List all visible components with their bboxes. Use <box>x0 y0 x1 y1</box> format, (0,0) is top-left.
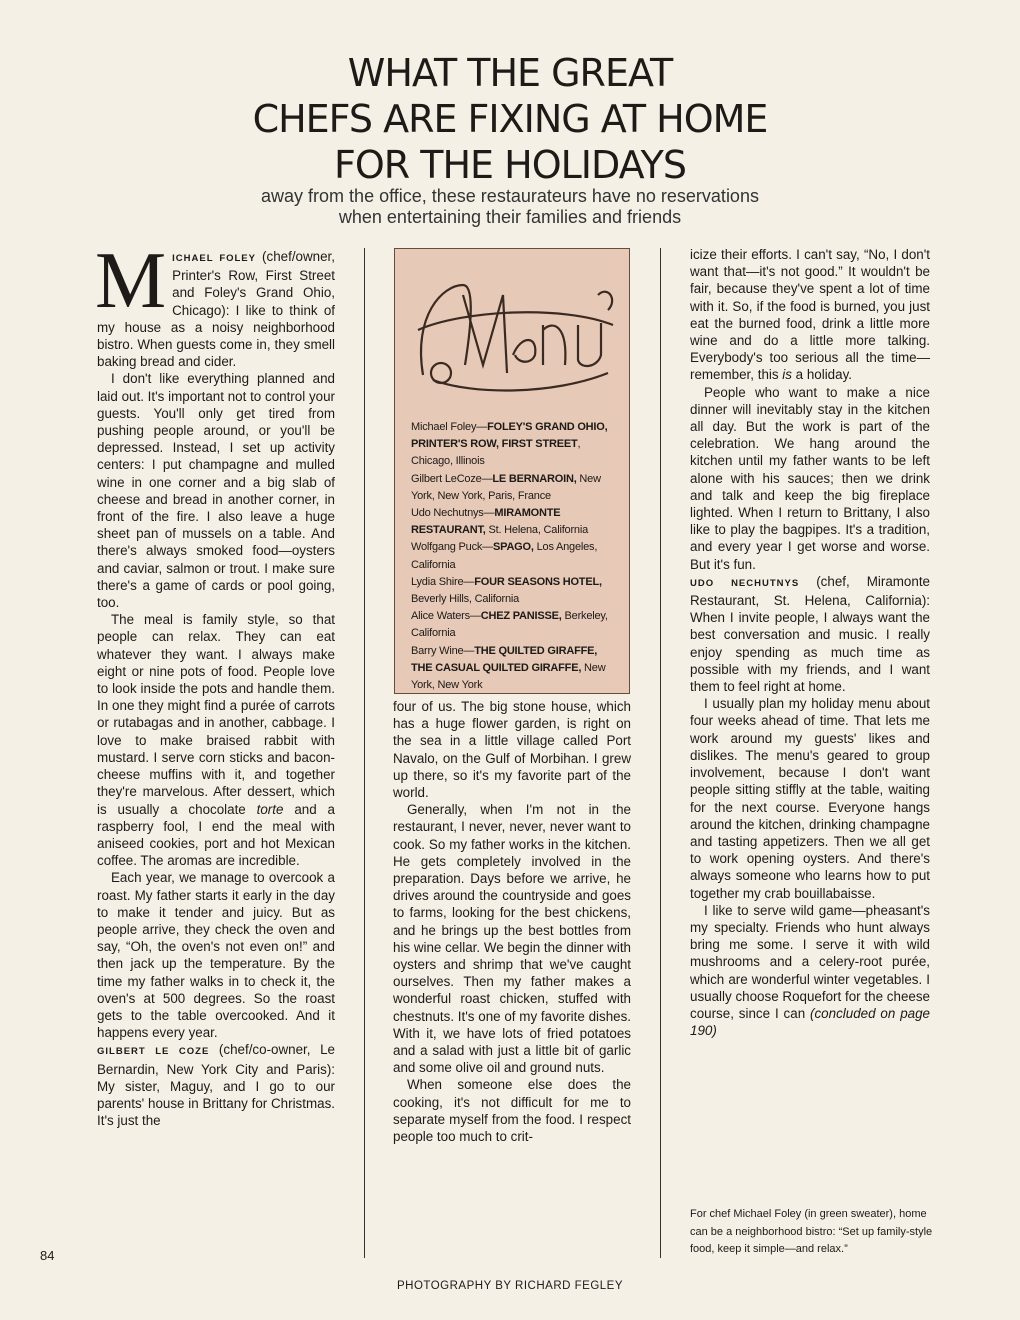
paragraph-text: (chef, Miramonte Restaurant, St. Helena, California): When I invite people, I always want the best conversation and music. I really enjoy spending as much time as possible with my friends, and I want them to feel right at home. <box>690 573 930 695</box>
paragraph <box>690 246 930 384</box>
column-1 <box>95 237 335 1129</box>
menu-entry <box>411 643 617 695</box>
paragraph: People who want to make a nice dinner will inevitably stay in the kitchen all day. But the work is part of the celebration. We hang around the kitchen until my father wants to be left alone with his sauces; then we drink and talk and keep the big fireplace lighted. When I return to Brittany, I also like to play the bagpipes. It's a tradition, and every year I get worse and worse. But it's fun. <box>690 384 930 572</box>
menu-restaurant: MIRAMONTE RESTAURANT, <box>411 507 561 537</box>
paragraph-text: icize their efforts. I can't say, “No, I don't want that—it's not good.” It wouldn't be fair, because they've spent a lot of time with it. So, if the food is burned, you just eat the burned food, drink a little more wine and do a little more talking. Everybody's too serious all the time—remember, this <box>690 247 930 383</box>
menu-chef: Michael Foley— <box>411 421 488 433</box>
menu-city: Beverly Hills, California <box>411 593 520 606</box>
menu-city: Berkeley, California <box>411 610 608 640</box>
paragraph <box>690 902 930 1040</box>
menu-chef: Udo Nechutnys— <box>411 507 495 520</box>
paragraph-text: (chef/co-owner, Le Bernardin, New York City and Paris): My sister, Maguy, and I go to our parents' house in Brittany for Christmas. It's just the <box>97 1042 335 1129</box>
column-2 <box>393 698 631 1145</box>
menu-chef: Barry Wine— <box>411 644 475 657</box>
menu-entry <box>411 574 617 608</box>
menu-restaurant: THE QUILTED GIRAFFE, THE CASUAL QUILTED GIRAFFE, <box>411 644 598 674</box>
menu-chef: Lydia Shire— <box>411 575 475 588</box>
emphasis: torte <box>256 801 284 817</box>
menu-entry <box>411 505 617 539</box>
emphasis: is <box>782 367 792 383</box>
menu-city: New York, New York, Paris, France <box>411 472 601 502</box>
paragraph: I don't like everything planned and laid out. It's important not to control your guests. You'll only get tired from pushing people around, or you'll be depressed. Instead, I set up activity centers: I put champagne and mulled wine in one corner and a big slab of cheese and bread in another corner, in front of the fire. I also leave a huge sheet pan of mussels on a table. And there's always smoked food—oysters and caviar, salmon or trout. I make sure there's a game of cards or pool going, too. <box>97 371 335 611</box>
chef-name: GILBERT LE COZE <box>97 1046 210 1058</box>
paragraph-text: The meal is family style, so that people can relax. They can eat whatever they want. I always make eight or nine pots of food. People love to look inside the pots and handle them. In one they might find a purée of carrots or rutabagas and in another, cabbage. I love to make braised rabbit with mustard. I serve corn sticks and bacon-cheese muffins with it, and together they're marvelous. After dessert, which is usually a chocolate <box>97 612 335 817</box>
column-3 <box>690 246 930 1039</box>
paragraph: Each year, we manage to overcook a roast. My father starts it early in the day to make it tender and juicy. But as people arrive, they check the oven and say, “Oh, the oven's not even on!” and then jack up the temperature. By the time my father walks in to check it, the oven's at 500 degrees. So the roast gets to the table overcooked. And it happens every year. <box>97 870 335 1041</box>
menu-city: , Chicago, Illinois <box>411 438 581 468</box>
page-number: 84 <box>40 1248 55 1263</box>
headline <box>100 50 920 188</box>
continuation-note: (concluded on page 190) <box>690 1005 930 1039</box>
photo-caption: For chef Michael Foley (in green sweater), home can be a neighborhood bistro: “Set up family-style food, keep it simple—and relax.” <box>690 1208 933 1255</box>
paragraph-text: and a raspberry fool, I end the meal with aniseed cookies, port and hot Mexican coffee. The aromas are incredible. <box>97 801 335 869</box>
paragraph <box>690 573 930 695</box>
paragraph-text: I like to serve wild game—pheasant's my specialty. Friends who hunt always bring me some. I serve it with wild mushrooms and a celery-root purée, which are wonderful winter vegetables. I usually choose Roquefort for the cheese course, since I can <box>690 902 930 1021</box>
chef-name: UDO NECHUTNYS <box>690 577 800 589</box>
paragraph: four of us. The big stone house, which has a huge flower garden, is right on the sea in a little village called Port Navalo, on the Gulf of Morbihan. I grew up there, so it's my favorite part of the world. <box>393 699 631 801</box>
paragraph: When someone else does the cooking, it's not difficult for me to separate myself from the food. I respect people too much to crit- <box>393 1077 631 1145</box>
paragraph-text: a holiday. <box>791 367 853 383</box>
photo-credit: PHOTOGRAPHY BY RICHARD FEGLEY <box>396 1280 624 1292</box>
paragraph <box>95 237 335 370</box>
menu-entry <box>411 608 617 642</box>
chef-name: ICHAEL FOLEY <box>172 253 256 264</box>
menu-entry <box>411 539 617 573</box>
menu-entry <box>411 419 617 471</box>
paragraph: I usually plan my holiday menu about four weeks ahead of time. That lets me work around my guests' likes and dislikes. The menu's geared to group involvement, because I don't want people sitting stiffly at the table, waiting for the next course. Everyone hangs around the kitchen, drinking champagne and tasting appetizers. Then we all get to work opening oysters. And there's always someone who learns how to put together my crab bouillabaisse. <box>690 696 930 901</box>
paragraph-text: (chef/owner, Printer's Row, First Street and Foley's Grand Ohio, Chicago): I like to think of my house as a noisy neighborhood bistro. When guests come in, they smell baking bread and cider. <box>97 249 335 370</box>
headline-line: CHEFS ARE FIXING AT HOME <box>252 97 768 141</box>
deck <box>150 186 870 228</box>
menu-calligraphy-logo <box>403 255 623 405</box>
menu-sidebar <box>394 248 630 694</box>
column-rule-left <box>364 248 365 1258</box>
paragraph: Generally, when I'm not in the restaurant, I never, never, never want to cook. So my father works in the kitchen. He gets completely involved in the preparation. Days before we arrive, he drives around the countryside and goes to farms, looking for the best chickens, and he brings up the best bottles from his wine cellar. We begin the dinner with oysters and shrimp that we've caught ourselves. Then my father makes a wonderful roast chicken, stuffed with chestnuts. It's one of my favorite dishes. With it, we have lots of fried potatoes and a salad with just a little bit of garlic and some olive oil and ground nuts. <box>393 802 631 1076</box>
menu-chef: Gilbert LeCoze— <box>411 472 493 485</box>
menu-list <box>411 419 617 694</box>
column-rule-right <box>660 248 661 1258</box>
menu-restaurant: FOLEY'S GRAND OHIO, PRINTER'S ROW, FIRST STREET <box>411 421 608 451</box>
menu-city: St. Helena, California <box>485 524 589 537</box>
headline-line: WHAT THE GREAT <box>347 51 673 95</box>
menu-title: Menu <box>511 273 515 274</box>
drop-cap: M <box>95 237 167 325</box>
deck-line: away from the office, these restaurateurs have no reservations <box>261 186 759 206</box>
menu-restaurant: FOUR SEASONS HOTEL, <box>474 575 602 588</box>
menu-restaurant: LE BERNAROIN, <box>492 472 577 485</box>
menu-city: New York, New York <box>411 661 606 692</box>
deck-line: when entertaining their families and friends <box>338 207 682 227</box>
paragraph <box>97 611 335 869</box>
paragraph <box>97 1041 335 1129</box>
menu-restaurant: SPAGO, <box>492 541 534 554</box>
menu-chef: Alice Waters— <box>411 610 481 623</box>
menu-city: Los Angeles, California <box>411 541 598 571</box>
menu-chef: Wolfgang Puck— <box>411 541 493 554</box>
menu-entry <box>411 471 617 505</box>
headline-line: FOR THE HOLIDAYS <box>334 143 686 187</box>
menu-restaurant: CHEZ PANISSE, <box>480 610 562 623</box>
